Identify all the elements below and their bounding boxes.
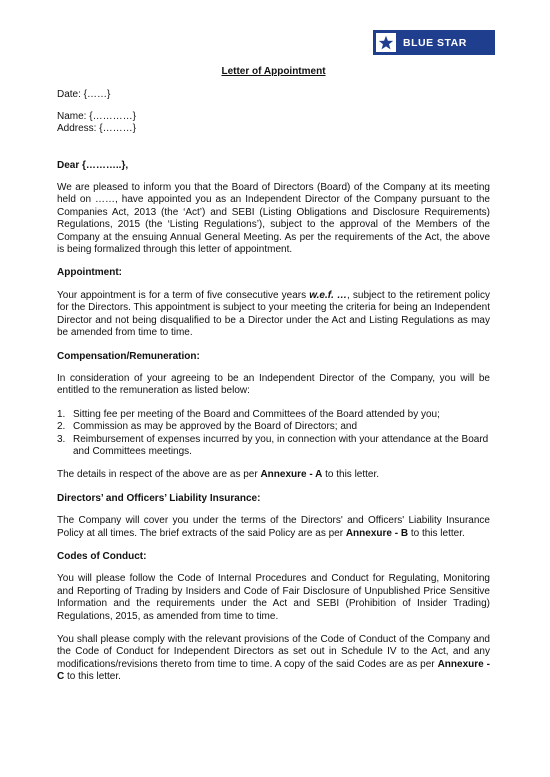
annexure-a-ref: Annexure - A: [260, 469, 323, 481]
list-item-number: 3.: [57, 433, 66, 445]
conduct-text-post: to this letter.: [64, 671, 121, 683]
list-item: [57, 409, 490, 421]
brand-name: BLUE STAR: [403, 36, 467, 49]
blue-star-logo: [373, 30, 495, 55]
conduct-heading: Codes of Conduct:: [57, 550, 147, 562]
list-item-text: Reimbursement of expenses incurred by you, in connection with your attendance at the Board and Committees meetings.: [73, 433, 489, 457]
appointment-heading: Appointment:: [57, 267, 122, 279]
star-icon: [376, 33, 396, 52]
intro-paragraph: We are pleased to inform you that the Board of Directors (Board) of the Company at its meeting held on ……, have appointed you as an Independent Director of the Company pursuant to the Companies Act, 2013 (the ‘Act’) and SEBI (Listing Obligations and Disclosure Requirements) Regulations, 2015 (the ‘Listing Regulations’), subject to the approval of the Members of the Company at the ensuing Annual General Meeting. As per the requirements of the Act, the above is being formalized through this letter of appointment.: [57, 182, 490, 256]
list-item-text: Sitting fee per meeting of the Board and Committees of the Board attended by you;: [73, 408, 440, 420]
letter-body: [57, 66, 490, 695]
compensation-details: [57, 469, 490, 481]
compensation-intro: In consideration of your agreeing to be an Independent Director of the Company, you will be entitled to the remuneration as listed below:: [57, 372, 490, 397]
list-item: [57, 421, 490, 433]
list-item-text: Commission as may be approved by the Board of Directors; and: [73, 421, 358, 433]
insurance-text-post: to this letter.: [408, 527, 465, 539]
letter-title: Letter of Appointment: [221, 66, 326, 77]
address-field: Address: {………}: [57, 123, 136, 135]
insurance-text-pre: The Company will cover you under the terms of the Directors' and Officers' Liability Insurance Policy at all times. The brief extracts of the said Policy are as per: [57, 515, 490, 539]
details-text-post: to this letter.: [322, 469, 380, 481]
conduct-paragraph-2: [57, 634, 490, 684]
appointment-paragraph: [57, 290, 490, 340]
annexure-c-ref: Annexure - C: [57, 658, 490, 683]
insurance-paragraph: [57, 515, 490, 540]
conduct-paragraph-1: You will please follow the Code of Internal Procedures and Conduct for Regulating, Monitoring and Reporting of Trading by Insiders and Code of Fair Disclosure of Unpublished Price Sensitive Information and the requirements under the Act and SEBI (Prohibition of Insider Trading) Regulations, 2015, as amended from time to time.: [57, 573, 490, 622]
list-item-number: 1.: [57, 408, 66, 420]
salutation: Dear {………..},: [57, 159, 129, 171]
date-field: Date: {……}: [57, 89, 111, 101]
compensation-heading: Compensation/Remuneration:: [57, 350, 200, 362]
name-field: Name: {…………}: [57, 110, 136, 122]
details-text-pre: The details in respect of the above are as per: [57, 469, 261, 481]
appointment-text-pre: Your appointment is for a term of five consecutive years: [57, 289, 310, 301]
list-item: [57, 434, 490, 459]
appointment-effective-date: w.e.f. …: [309, 289, 348, 301]
conduct-text-pre: You shall please comply with the relevant provisions of the Code of Conduct of the Company and the Code of Conduct for Independent Directors as set out in Schedule IV to the Act, and any modifications/revisions thereto from time to time. A copy of the said Codes are as per: [57, 634, 490, 670]
remuneration-list: [57, 409, 490, 459]
list-item-number: 2.: [57, 421, 66, 433]
annexure-b-ref: Annexure - B: [345, 527, 409, 539]
insurance-heading: Directors’ and Officers’ Liability Insurance:: [57, 492, 261, 504]
appointment-text-post: , subject to the retirement policy for the Directors. This appointment is subject to your meeting the criteria for being an Independent Director and not being disqualified to be a Director under the Act and Listing Regulations as may be amended from time to time.: [57, 289, 490, 339]
